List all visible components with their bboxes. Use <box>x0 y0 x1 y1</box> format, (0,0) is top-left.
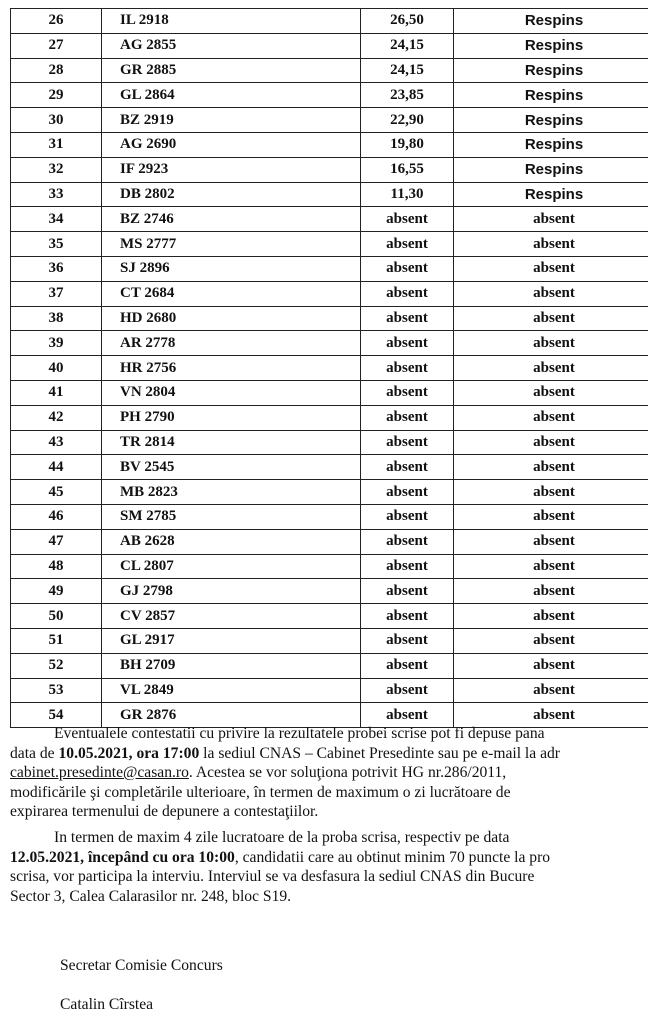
row-number-cell: 31 <box>11 132 102 157</box>
table-row <box>11 58 648 83</box>
candidate-code-cell: BH 2709 <box>102 653 361 678</box>
candidate-code-cell: SJ 2896 <box>102 256 361 281</box>
table-row <box>11 132 648 157</box>
row-number-cell: 44 <box>11 455 102 480</box>
table-row <box>11 380 648 405</box>
score-cell: absent <box>361 455 454 480</box>
candidate-code-cell: IL 2918 <box>102 9 361 34</box>
result-cell: Respins <box>454 132 648 157</box>
row-number-cell: 37 <box>11 281 102 306</box>
table-row <box>11 9 648 34</box>
candidate-code-cell: AB 2628 <box>102 529 361 554</box>
score-cell: absent <box>361 579 454 604</box>
result-cell: absent <box>454 628 648 653</box>
results-table-body <box>11 9 648 728</box>
score-cell: absent <box>361 380 454 405</box>
row-number-cell: 50 <box>11 604 102 629</box>
result-cell: absent <box>454 306 648 331</box>
row-number-cell: 36 <box>11 256 102 281</box>
row-number-cell: 38 <box>11 306 102 331</box>
candidate-code-cell: AG 2690 <box>102 132 361 157</box>
result-cell: absent <box>454 678 648 703</box>
candidate-code-cell: GL 2864 <box>102 83 361 108</box>
score-cell: absent <box>361 207 454 232</box>
table-row <box>11 256 648 281</box>
score-cell: 23,85 <box>361 83 454 108</box>
score-cell: absent <box>361 331 454 356</box>
row-number-cell: 26 <box>11 9 102 34</box>
candidate-code-cell: GR 2876 <box>102 703 361 728</box>
row-number-cell: 51 <box>11 628 102 653</box>
row-number-cell: 28 <box>11 58 102 83</box>
score-cell: absent <box>361 554 454 579</box>
interview-line-1: In termen de maxim 4 zile lucratoare de la proba scrisa, respectiv pe data <box>54 829 510 846</box>
table-row <box>11 653 648 678</box>
candidate-code-cell: HR 2756 <box>102 356 361 381</box>
result-cell: absent <box>454 356 648 381</box>
interview-date: 12.05.2021, începând cu ora 10:00 <box>10 848 235 866</box>
result-cell: Respins <box>454 108 648 133</box>
result-cell: absent <box>454 232 648 257</box>
table-row <box>11 207 648 232</box>
result-cell: Respins <box>454 9 648 34</box>
row-number-cell: 49 <box>11 579 102 604</box>
candidate-code-cell: AG 2855 <box>102 33 361 58</box>
score-cell: 22,90 <box>361 108 454 133</box>
score-cell: absent <box>361 653 454 678</box>
score-cell: absent <box>361 678 454 703</box>
row-number-cell: 34 <box>11 207 102 232</box>
table-row <box>11 628 648 653</box>
candidate-code-cell: TR 2814 <box>102 430 361 455</box>
result-cell: absent <box>454 430 648 455</box>
result-cell: absent <box>454 207 648 232</box>
score-cell: 19,80 <box>361 132 454 157</box>
result-cell: absent <box>454 331 648 356</box>
contestation-line-1: Eventualele contestatii cu privire la rezultatele probei scrise pot fi depuse pana <box>54 725 545 742</box>
row-number-cell: 46 <box>11 504 102 529</box>
candidate-code-cell: SM 2785 <box>102 504 361 529</box>
row-number-cell: 39 <box>11 331 102 356</box>
candidate-code-cell: PH 2790 <box>102 405 361 430</box>
score-cell: 24,15 <box>361 33 454 58</box>
candidate-code-cell: GL 2917 <box>102 628 361 653</box>
table-row <box>11 306 648 331</box>
result-cell: absent <box>454 554 648 579</box>
score-cell: absent <box>361 405 454 430</box>
table-row <box>11 182 648 207</box>
row-number-cell: 48 <box>11 554 102 579</box>
score-cell: absent <box>361 703 454 728</box>
score-cell: absent <box>361 306 454 331</box>
row-number-cell: 41 <box>11 380 102 405</box>
score-cell: absent <box>361 356 454 381</box>
score-cell: absent <box>361 529 454 554</box>
result-cell: absent <box>454 579 648 604</box>
candidate-code-cell: AR 2778 <box>102 331 361 356</box>
table-row <box>11 430 648 455</box>
table-row <box>11 405 648 430</box>
contestation-deadline: 10.05.2021, ora 17:00 <box>58 744 200 762</box>
table-row <box>11 108 648 133</box>
table-row <box>11 281 648 306</box>
row-number-cell: 32 <box>11 157 102 182</box>
candidate-code-cell: BZ 2746 <box>102 207 361 232</box>
table-row <box>11 33 648 58</box>
contestation-paragraph <box>10 724 646 822</box>
candidate-code-cell: IF 2923 <box>102 157 361 182</box>
score-cell: 11,30 <box>361 182 454 207</box>
result-cell: absent <box>454 455 648 480</box>
result-cell: absent <box>454 256 648 281</box>
row-number-cell: 27 <box>11 33 102 58</box>
score-cell: absent <box>361 480 454 505</box>
result-cell: Respins <box>454 157 648 182</box>
score-cell: 26,50 <box>361 9 454 34</box>
row-number-cell: 40 <box>11 356 102 381</box>
candidate-code-cell: BV 2545 <box>102 455 361 480</box>
row-number-cell: 30 <box>11 108 102 133</box>
candidate-code-cell: HD 2680 <box>102 306 361 331</box>
score-cell: absent <box>361 430 454 455</box>
candidate-code-cell: VN 2804 <box>102 380 361 405</box>
row-number-cell: 35 <box>11 232 102 257</box>
result-cell: absent <box>454 281 648 306</box>
score-cell: absent <box>361 604 454 629</box>
contestation-line-2: data de 10.05.2021, ora 17:00 la sediul CNAS – Cabinet Presedinte sau pe e-mail la adr <box>10 744 561 762</box>
score-cell: absent <box>361 256 454 281</box>
result-cell: Respins <box>454 58 648 83</box>
result-cell: absent <box>454 703 648 728</box>
result-cell: absent <box>454 653 648 678</box>
row-number-cell: 33 <box>11 182 102 207</box>
score-cell: absent <box>361 628 454 653</box>
candidate-code-cell: DB 2802 <box>102 182 361 207</box>
signature-name: Catalin Cîrstea <box>60 996 154 1013</box>
result-cell: Respins <box>454 83 648 108</box>
score-cell: 16,55 <box>361 157 454 182</box>
result-cell: absent <box>454 380 648 405</box>
row-number-cell: 42 <box>11 405 102 430</box>
row-number-cell: 45 <box>11 480 102 505</box>
table-row <box>11 83 648 108</box>
table-row <box>11 504 648 529</box>
signature-role: Secretar Comisie Concurs <box>60 957 223 974</box>
table-row <box>11 157 648 182</box>
result-cell: Respins <box>454 182 648 207</box>
contestation-line-4: modificările şi completările ulterioare, în termen de maximum o zi lucrătoare de <box>10 783 511 801</box>
contestation-line-5: expirarea termenului de depunere a contestaţiilor. <box>10 803 319 821</box>
row-number-cell: 43 <box>11 430 102 455</box>
row-number-cell: 47 <box>11 529 102 554</box>
candidate-code-cell: CV 2857 <box>102 604 361 629</box>
row-number-cell: 54 <box>11 703 102 728</box>
interview-line-3: scrisa, vor participa la interviu. Interviul se va desfasura la sediul CNAS din Bucure <box>10 868 535 886</box>
table-row <box>11 678 648 703</box>
row-number-cell: 29 <box>11 83 102 108</box>
table-row <box>11 356 648 381</box>
contestation-email-link[interactable]: cabinet.presedinte@casan.ro <box>10 764 189 782</box>
candidate-code-cell: BZ 2919 <box>102 108 361 133</box>
candidate-code-cell: CT 2684 <box>102 281 361 306</box>
table-row <box>11 455 648 480</box>
interview-line-4: Sector 3, Calea Calarasilor nr. 248, bloc S19. <box>10 887 292 905</box>
result-cell: absent <box>454 480 648 505</box>
table-row <box>11 331 648 356</box>
interview-line-2: 12.05.2021, începând cu ora 10:00, candidatii care au obtinut minim 70 puncte la pro <box>10 848 551 866</box>
result-cell: absent <box>454 604 648 629</box>
table-row <box>11 232 648 257</box>
candidate-code-cell: CL 2807 <box>102 554 361 579</box>
candidate-code-cell: MB 2823 <box>102 480 361 505</box>
score-cell: absent <box>361 504 454 529</box>
table-row <box>11 554 648 579</box>
table-row <box>11 480 648 505</box>
candidate-code-cell: MS 2777 <box>102 232 361 257</box>
results-table <box>10 8 648 728</box>
score-cell: absent <box>361 232 454 257</box>
result-cell: Respins <box>454 33 648 58</box>
table-row <box>11 579 648 604</box>
score-cell: 24,15 <box>361 58 454 83</box>
candidate-code-cell: GR 2885 <box>102 58 361 83</box>
result-cell: absent <box>454 504 648 529</box>
contestation-line-3: cabinet.presedinte@casan.ro. Acestea se vor soluţiona potrivit HG nr.286/2011, <box>10 764 507 782</box>
interview-paragraph <box>10 828 646 906</box>
score-cell: absent <box>361 281 454 306</box>
candidate-code-cell: GJ 2798 <box>102 579 361 604</box>
row-number-cell: 52 <box>11 653 102 678</box>
row-number-cell: 53 <box>11 678 102 703</box>
candidate-code-cell: VL 2849 <box>102 678 361 703</box>
result-cell: absent <box>454 529 648 554</box>
table-row <box>11 604 648 629</box>
table-row <box>11 529 648 554</box>
result-cell: absent <box>454 405 648 430</box>
